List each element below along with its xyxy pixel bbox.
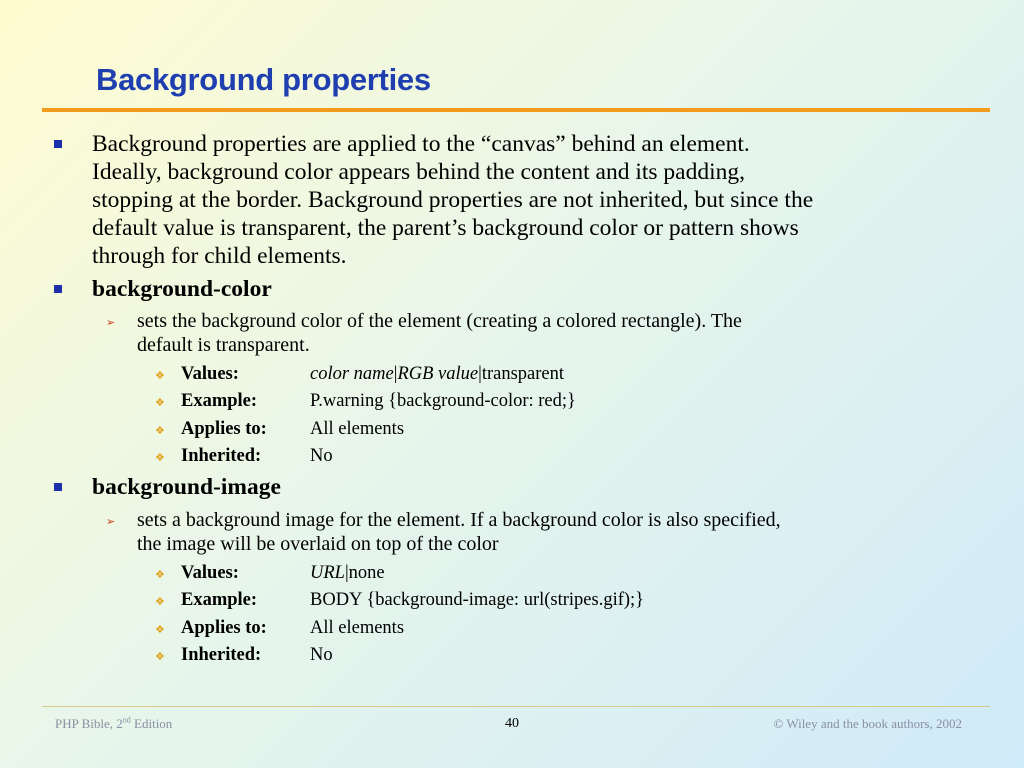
footer-book-suffix: Edition	[130, 716, 173, 731]
prop-value: BODY {background-image: url(stripes.gif);}	[310, 590, 645, 610]
square-bullet-icon	[54, 483, 62, 491]
prop-value: All elements	[310, 419, 405, 439]
prop-value: No	[310, 645, 333, 665]
sub-line: sets a background image for the element. If a background color is also specified,	[137, 509, 781, 531]
diamond-bullet-icon: ❖	[155, 369, 165, 382]
prop-inherited	[155, 445, 881, 467]
heading-background-image: background-image	[92, 474, 281, 500]
prop-values	[155, 562, 881, 584]
prop-label: Inherited:	[181, 645, 262, 665]
prop-value-italic: color name	[310, 364, 394, 384]
prop-separator: |	[478, 364, 482, 384]
intro-line: stopping at the border. Background properties are not inherited, but since the	[92, 187, 814, 213]
prop-value: none	[348, 563, 385, 583]
prop-label: Values:	[181, 563, 239, 583]
arrow-bullet-icon: ➢	[106, 515, 116, 528]
sub-line: sets the background color of the element (creating a colored rectangle). The	[137, 310, 742, 332]
prop-values	[155, 363, 881, 385]
diamond-bullet-icon: ❖	[155, 568, 165, 581]
sub-bullet-background-image	[106, 509, 977, 556]
prop-inherited	[155, 644, 881, 666]
bullet-intro	[92, 130, 972, 270]
diamond-bullet-icon: ❖	[155, 424, 165, 437]
prop-example	[155, 390, 881, 412]
diamond-bullet-icon: ❖	[155, 595, 165, 608]
sub-bullet-background-color	[106, 310, 977, 357]
footer-book-prefix: PHP Bible, 2	[55, 716, 123, 731]
heading-background-color: background-color	[92, 276, 272, 302]
prop-value-italic: RGB value	[397, 364, 479, 384]
intro-line: through for child elements.	[92, 243, 347, 269]
bullet-background-color	[92, 275, 972, 303]
prop-label: Example:	[181, 391, 258, 411]
page-number: 40	[505, 716, 519, 731]
intro-line: Ideally, background color appears behind the content and its padding,	[92, 159, 746, 185]
diamond-bullet-icon: ❖	[155, 650, 165, 663]
square-bullet-icon	[54, 285, 62, 293]
prop-value: All elements	[310, 618, 405, 638]
prop-example	[155, 589, 881, 611]
prop-value: No	[310, 446, 333, 466]
sub-line: the image will be overlaid on top of the color	[137, 532, 499, 555]
arrow-bullet-icon: ➢	[106, 316, 116, 329]
prop-separator: |	[393, 364, 398, 384]
prop-label: Applies to:	[181, 618, 267, 638]
slide-title: Background properties	[96, 62, 431, 97]
footer-copyright: © Wiley and the book authors, 2002	[773, 716, 962, 731]
intro-line: default value is transparent, the parent’s background color or pattern shows	[92, 215, 799, 241]
footer-book-sup: nd	[122, 715, 131, 725]
sub-line: default is transparent.	[137, 333, 310, 356]
prop-label: Inherited:	[181, 446, 262, 466]
footer-divider	[42, 706, 990, 707]
prop-label: Example:	[181, 590, 258, 610]
diamond-bullet-icon: ❖	[155, 623, 165, 636]
prop-applies-to	[155, 418, 881, 440]
prop-value: P.warning {background-color: red;}	[310, 391, 576, 411]
prop-value: transparent	[481, 364, 565, 384]
prop-separator: |	[344, 563, 349, 583]
prop-label: Applies to:	[181, 419, 267, 439]
prop-applies-to	[155, 617, 881, 639]
intro-line: Background properties are applied to the “canvas” behind an element.	[92, 131, 750, 157]
prop-value-italic: URL	[310, 563, 345, 583]
bullet-background-image	[92, 473, 972, 501]
diamond-bullet-icon: ❖	[155, 396, 165, 409]
diamond-bullet-icon: ❖	[155, 451, 165, 464]
square-bullet-icon	[54, 140, 62, 148]
prop-label: Values:	[181, 364, 239, 384]
